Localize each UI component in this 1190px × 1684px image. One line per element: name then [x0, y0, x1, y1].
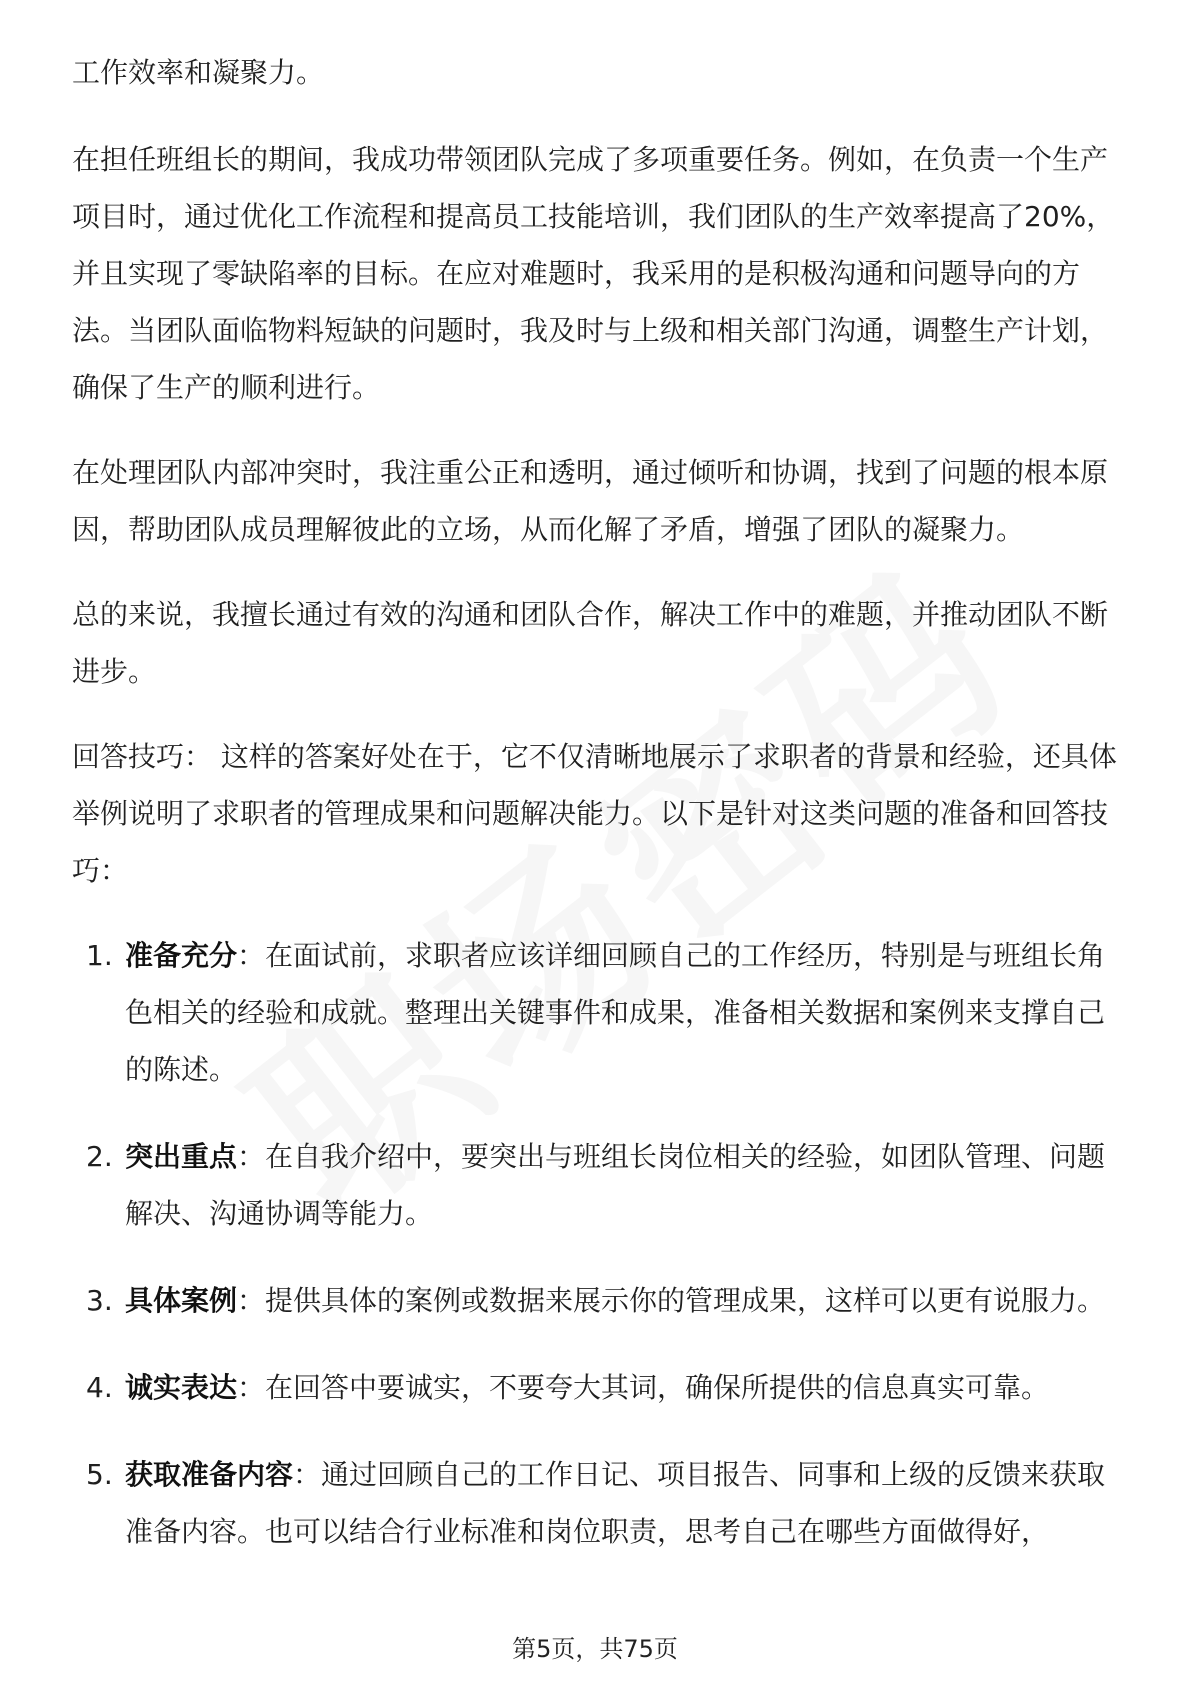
list-number: 2.: [86, 1140, 113, 1173]
list-text: ：在自我介绍中，要突出与班组长岗位相关的经验，如团队管理、问题解决、沟通协调等能力。: [125, 1140, 1106, 1230]
tips-list: [72, 927, 1122, 1560]
list-term: 突出重点: [125, 1140, 238, 1173]
list-number: 4.: [86, 1371, 113, 1404]
list-item: [72, 927, 1122, 1098]
list-term: 具体案例: [125, 1284, 238, 1317]
list-item: [72, 1272, 1122, 1329]
list-item: [72, 1446, 1122, 1560]
list-item: [72, 1359, 1122, 1416]
list-number: 1.: [86, 939, 113, 972]
paragraph-continuation: 工作效率和凝聚力。: [72, 56, 325, 89]
list-term: 获取准备内容: [125, 1458, 294, 1491]
paragraph-summary: 总的来说，我擅长通过有效的沟通和团队合作，解决工作中的难题，并推动团队不断进步。: [72, 598, 1109, 688]
page-number-footer: 第5页，共75页: [512, 1635, 678, 1663]
list-number: 5.: [86, 1458, 113, 1491]
list-text: ：在回答中要诚实，不要夸大其词，确保所提供的信息真实可靠。: [237, 1371, 1050, 1404]
paragraph-conflict: 在处理团队内部冲突时，我注重公正和透明，通过倾听和协调，找到了问题的根本原因，帮助团队成员理解彼此的立场，从而化解了矛盾，增强了团队的凝聚力。: [72, 456, 1109, 546]
list-text: ：在面试前，求职者应该详细回顾自己的工作经历，特别是与班组长角色相关的经验和成就。整理出关键事件和成果，准备相关数据和案例来支撑自己的陈述。: [125, 939, 1106, 1086]
list-item: [72, 1128, 1122, 1242]
paragraph-achievements: 在担任班组长的期间，我成功带领团队完成了多项重要任务。例如，在负责一个生产项目时，通过优化工作流程和提高员工技能培训，我们团队的生产效率提高了20%，并且实现了零缺陷率的目标。在应对难题时，我采用的是积极沟通和问题导向的方法。当团队面临物料短缺的问题时，我及时与上级和相关部门沟通，调整生产计划，确保了生产的顺利进行。: [72, 143, 1115, 404]
list-text: ：提供具体的案例或数据来展示你的管理成果，这样可以更有说服力。: [237, 1284, 1106, 1317]
paragraph-answer-tips: 回答技巧： 这样的答案好处在于，它不仅清晰地展示了求职者的背景和经验，还具体举例说明了求职者的管理成果和问题解决能力。以下是针对这类问题的准备和回答技巧：: [72, 740, 1117, 887]
list-number: 3.: [86, 1284, 113, 1317]
list-term: 诚实表达: [125, 1371, 238, 1404]
list-term: 准备充分: [125, 939, 238, 972]
list-text: ：通过回顾自己的工作日记、项目报告、同事和上级的反馈来获取准备内容。也可以结合行业标准和岗位职责，思考自己在哪些方面做得好，: [125, 1458, 1106, 1548]
page-content: [72, 44, 1122, 1590]
